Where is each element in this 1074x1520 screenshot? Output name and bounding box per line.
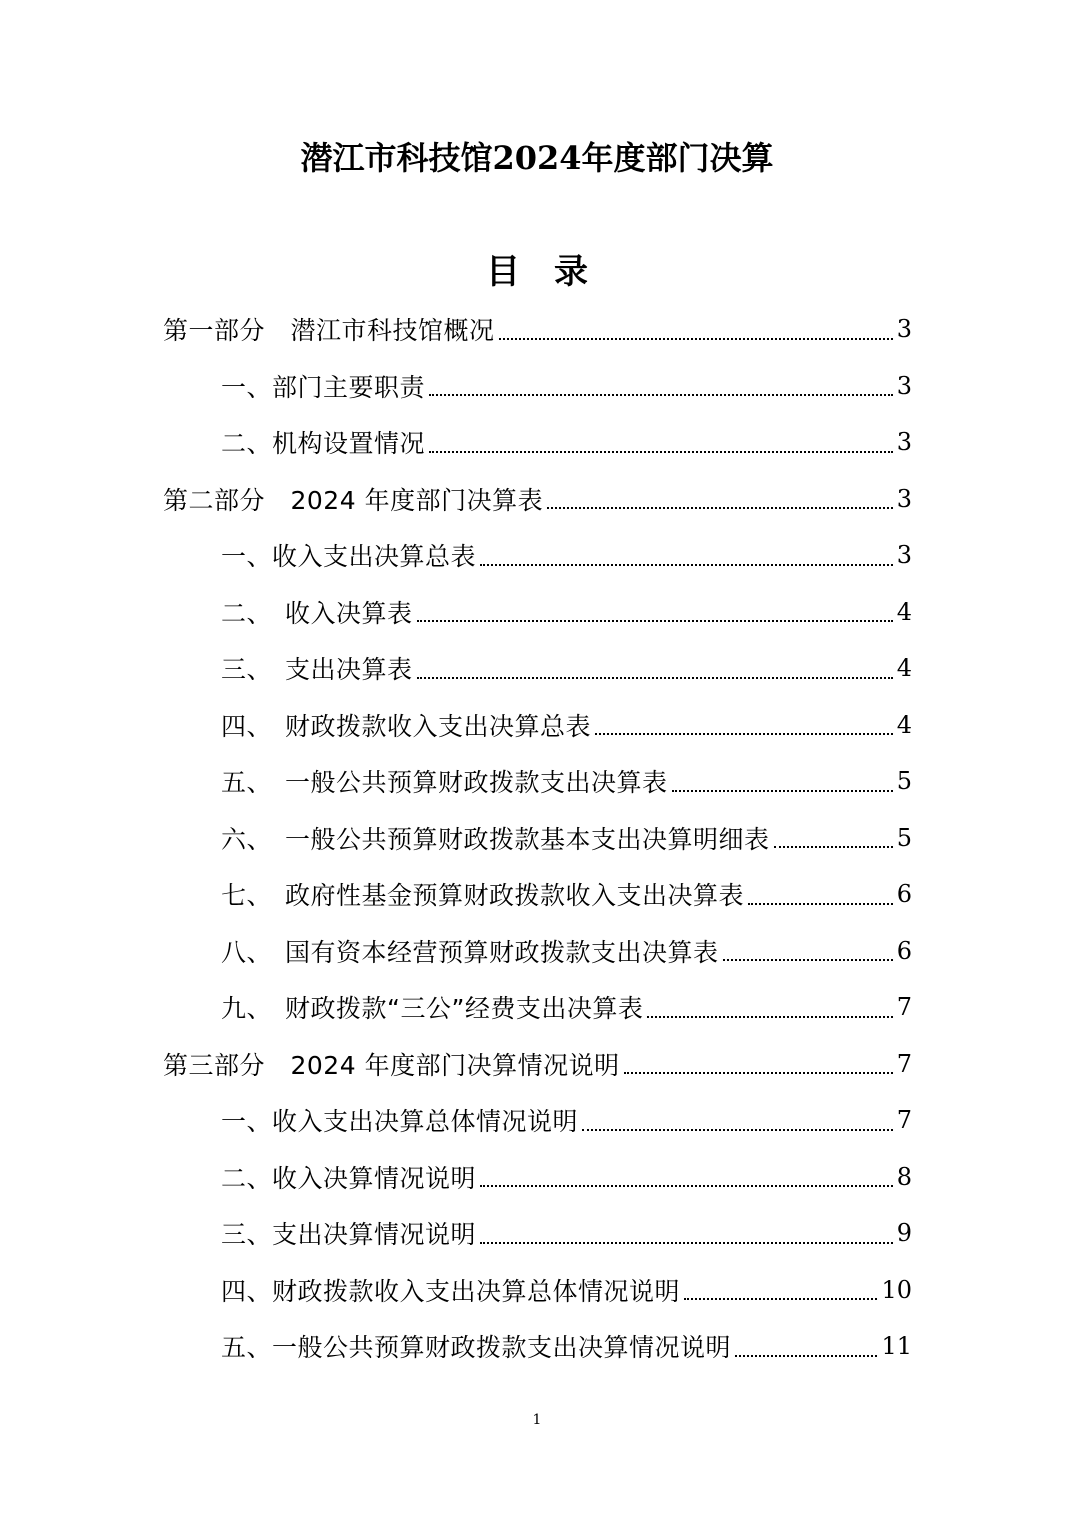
toc-dot-leader (748, 902, 893, 905)
toc-dot-leader (417, 676, 893, 679)
toc-entry-page-number: 3 (896, 315, 912, 344)
toc-entry-title: 第一部分 潜江市科技馆概况 (163, 316, 495, 346)
toc-entry-title: 四、 财政拨款收入支出决算总表 (221, 711, 592, 741)
toc-subsection-entry[interactable] (0, 527, 1074, 584)
toc-entry-page-number: 11 (881, 1332, 912, 1361)
toc-subsection-entry[interactable] (0, 1149, 1074, 1206)
toc-entry-page-number: 3 (896, 541, 912, 570)
toc-subsection-entry[interactable] (0, 979, 1074, 1036)
toc-entry-page-number: 4 (896, 597, 912, 626)
toc-entry-page-number: 3 (896, 484, 912, 513)
toc-subsection-entry[interactable] (0, 640, 1074, 697)
document-title: 潜江市科技馆2024年度部门决算 (300, 139, 774, 177)
toc-entry-title: 一、收入支出决算总表 (221, 542, 477, 572)
toc-dot-leader (595, 732, 893, 735)
toc-entry-title: 一、收入支出决算总体情况说明 (221, 1107, 579, 1137)
toc-subsection-entry[interactable] (0, 697, 1074, 754)
toc-entry-title: 三、 支出决算表 (221, 655, 413, 685)
toc-dot-leader (499, 337, 893, 340)
toc-section-entry[interactable] (0, 471, 1074, 528)
toc-heading: 目 录 (486, 252, 588, 292)
table-of-contents (0, 301, 1074, 1375)
toc-subsection-entry[interactable] (0, 810, 1074, 867)
toc-entry-title: 八、 国有资本经营预算财政拨款支出决算表 (221, 937, 719, 967)
toc-entry-page-number: 7 (896, 1106, 912, 1135)
toc-entry-page-number: 5 (896, 767, 912, 796)
toc-entry-page-number: 5 (896, 823, 912, 852)
toc-dot-leader (480, 1184, 893, 1187)
toc-dot-leader (417, 619, 893, 622)
toc-dot-leader (429, 393, 893, 396)
toc-entry-title: 五、一般公共预算财政拨款支出决算情况说明 (221, 1333, 732, 1363)
toc-dot-leader (774, 845, 893, 848)
toc-subsection-entry[interactable] (0, 358, 1074, 415)
toc-dot-leader (723, 958, 893, 961)
toc-section-entry[interactable] (0, 301, 1074, 358)
toc-entry-title: 七、 政府性基金预算财政拨款收入支出决算表 (221, 881, 745, 911)
toc-entry-title: 一、部门主要职责 (221, 372, 426, 402)
toc-entry-page-number: 6 (896, 936, 912, 965)
toc-section-entry[interactable] (0, 1036, 1074, 1093)
toc-entry-page-number: 9 (896, 1219, 912, 1248)
toc-entry-page-number: 7 (896, 993, 912, 1022)
toc-entry-title: 六、 一般公共预算财政拨款基本支出决算明细表 (221, 824, 770, 854)
toc-dot-leader (480, 1241, 893, 1244)
toc-dot-leader (480, 563, 893, 566)
toc-entry-page-number: 6 (896, 880, 912, 909)
toc-entry-title: 二、收入决算情况说明 (221, 1163, 477, 1193)
toc-dot-leader (547, 506, 893, 509)
toc-entry-title: 第三部分 2024 年度部门决算情况说明 (163, 1050, 620, 1080)
toc-entry-title: 二、 收入决算表 (221, 598, 413, 628)
toc-entry-title: 五、 一般公共预算财政拨款支出决算表 (221, 768, 668, 798)
toc-dot-leader (672, 789, 893, 792)
toc-entry-title: 四、财政拨款收入支出决算总体情况说明 (221, 1276, 681, 1306)
toc-dot-leader (582, 1128, 893, 1131)
toc-entry-title: 三、支出决算情况说明 (221, 1220, 477, 1250)
toc-entry-title: 第二部分 2024 年度部门决算表 (163, 485, 544, 515)
toc-entry-page-number: 3 (896, 428, 912, 457)
toc-entry-page-number: 7 (896, 1049, 912, 1078)
toc-subsection-entry[interactable] (0, 923, 1074, 980)
toc-subsection-entry[interactable] (0, 1205, 1074, 1262)
toc-subsection-entry[interactable] (0, 584, 1074, 641)
toc-subsection-entry[interactable] (0, 1262, 1074, 1319)
toc-dot-leader (735, 1354, 877, 1357)
toc-entry-page-number: 8 (896, 1162, 912, 1191)
toc-subsection-entry[interactable] (0, 414, 1074, 471)
toc-subsection-entry[interactable] (0, 1318, 1074, 1375)
toc-subsection-entry[interactable] (0, 1092, 1074, 1149)
page-number: 1 (532, 1412, 542, 1428)
toc-subsection-entry[interactable] (0, 753, 1074, 810)
toc-dot-leader (684, 1297, 877, 1300)
toc-entry-page-number: 4 (896, 654, 912, 683)
toc-entry-title: 二、机构设置情况 (221, 429, 426, 459)
toc-entry-page-number: 4 (896, 710, 912, 739)
toc-entry-title: 九、 财政拨款“三公”经费支出决算表 (221, 994, 644, 1024)
toc-subsection-entry[interactable] (0, 866, 1074, 923)
toc-dot-leader (429, 450, 893, 453)
toc-dot-leader (647, 1015, 892, 1018)
toc-entry-page-number: 10 (881, 1275, 912, 1304)
toc-dot-leader (624, 1071, 893, 1074)
toc-entry-page-number: 3 (896, 371, 912, 400)
